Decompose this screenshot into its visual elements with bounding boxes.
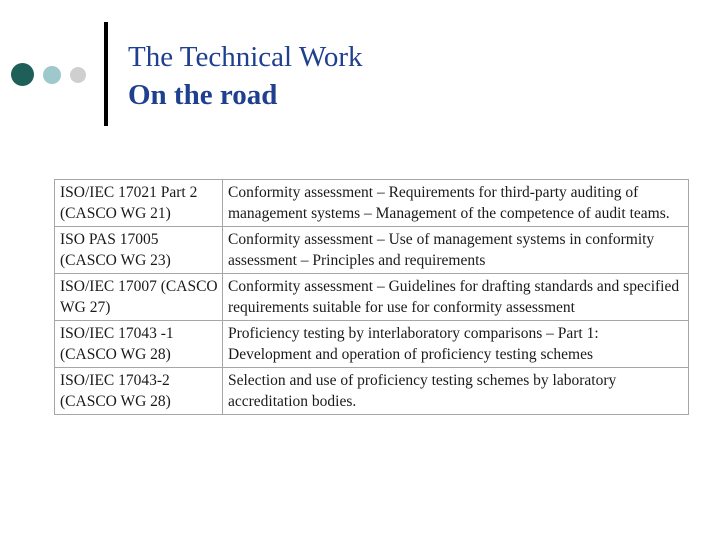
standard-cell: ISO/IEC 17043 -1 (CASCO WG 28): [55, 321, 223, 368]
table-row: [55, 227, 689, 274]
grey-dot: [70, 67, 86, 83]
title-line-1: The Technical Work: [128, 41, 363, 73]
standard-cell: ISO/IEC 17043-2 (CASCO WG 28): [55, 368, 223, 415]
title-divider: [104, 22, 108, 126]
slide-title: [128, 38, 363, 114]
table-row: [55, 368, 689, 415]
title-line-2: On the road: [128, 79, 278, 111]
table-row: [55, 321, 689, 368]
standards-table: [54, 179, 689, 415]
description-cell: Selection and use of proficiency testing schemes by laboratory accreditation bodies.: [223, 368, 689, 415]
light-teal-dot: [43, 66, 61, 84]
standard-cell: ISO PAS 17005 (CASCO WG 23): [55, 227, 223, 274]
description-cell: Conformity assessment – Guidelines for drafting standards and specified requirements suitable for use for conformity assessment: [223, 274, 689, 321]
standard-cell: ISO/IEC 17007 (CASCO WG 27): [55, 274, 223, 321]
description-cell: Conformity assessment – Use of management systems in conformity assessment – Principles and requirements: [223, 227, 689, 274]
dark-teal-dot: [11, 63, 34, 86]
description-cell: Conformity assessment – Requirements for third-party auditing of management systems – Management of the competence of audit teams.: [223, 180, 689, 227]
table-row: [55, 180, 689, 227]
description-cell: Proficiency testing by interlaboratory comparisons – Part 1: Development and operation of proficiency testing schemes: [223, 321, 689, 368]
standard-cell: ISO/IEC 17021 Part 2 (CASCO WG 21): [55, 180, 223, 227]
table-row: [55, 274, 689, 321]
